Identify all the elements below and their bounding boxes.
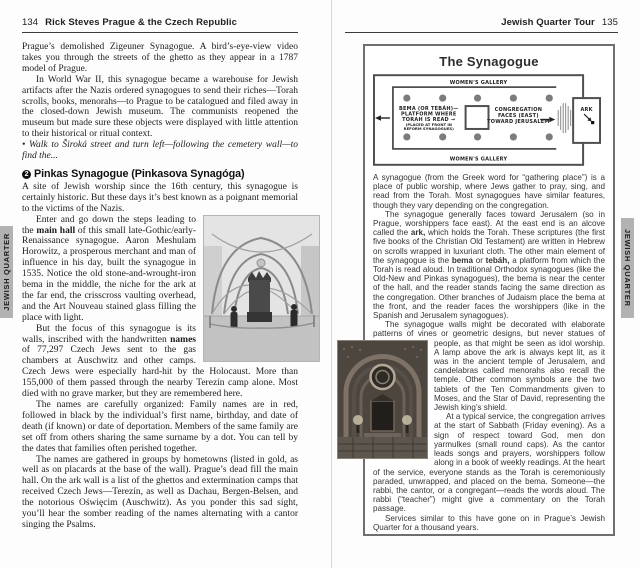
bold-tebah: tebáh, [485,255,510,265]
right-page-header [345,17,618,33]
ark-box [573,98,600,143]
sidebar-title: The Synagogue [439,54,539,69]
pinkas-interior-photo [204,216,319,361]
entrance-arrow-icon [375,115,390,120]
bema-square [466,106,489,129]
right-page-number: 135 [601,17,618,28]
pinkas-heading [22,169,298,180]
bema-label-line1: BEMA (OR TEBÁH)— [398,106,459,113]
text-run: The synagogue generally faces toward Jerusalem (so in Prague, worshippers face east). At the east end is an alcove called the [373,209,605,238]
synagogue-floorplan-diagram [373,74,605,166]
bold-bema: bema [451,255,473,265]
congregation-label-line1: CONGREGATION [494,107,543,114]
heading-text: Pinkas Synagogue (Pinkasova Synagóga) [34,167,245,180]
right-header-title: Jewish Quarter Tour [501,17,595,28]
text-run: a platform from which the Torah is read aloud. In traditional Orthodox synagogues (like the Old-New and Pinkas synagogues), the bema is near the center of the hall, and the reader stands facing the same direction as the congregation. Other branches of Judaism place the bema at the front, and the reader faces the worshippers (like in the Spanish and Jerusalem synagogues). [373,255,605,321]
page-gutter-line [331,0,332,568]
bold-names: names [170,334,196,345]
paragraph-wwii: In World War II, this synagogue became a warehouse for Jewish artifacts after the Nazis ordered synagogues to send their riches—Torah scrolls, books, menorahs—to Prague to be catalogued and filed away in the closed-down Jewish museum. The communists reopened the museum but made sure these objects were displayed with little attention to their historical or ritual context. [22,74,298,140]
paragraph-zigeuner: Prague’s demolished Zigeuner Synagogue. A bird’s-eye-view video takes you through the streets of the ghetto as they appear in a 1787 model of Prague. [22,42,298,74]
congregation-label-line3: TOWARD JERUSALEM [487,118,550,125]
left-page-body [22,42,298,531]
text-run: which holds the Torah. These scriptures (the first five books of the Christian Old Testament) are written in Hebrew on scrolls wrapped in luxuriant cloth. The other main element of the synagogue is the [373,228,605,265]
bema-label-line2: PLATFORM WHERE [401,111,457,118]
text-run: of this small late-Gothic/early-Renaissance synagogue. Aaron Meshulam Horowitz, a prosperous merchant and man of influence in his day, built the synagogue in 1535. Notice the old stone-and-wrought-iron bema in the middle, the niche for the ark at the far end, the crisscross vaulting overhead, and the Art Nouveau stained glass filling the place with light. [22,225,197,323]
sidebar-paragraph-4: At a typical service, the congregation arrives at the start of Sabbath (Friday evening). As a sign of respect toward God, men don yarmulkes (small round caps). As the cantor leads songs and prayers, worshippers follow along in a book of weekly readings. At the heart of the service, everyone stands as the Torah is ceremoniously paraded, unwrapped, and placed on the bema. Someone—the rabbi, the cantor, or a congregant—reads the words aloud. The rabbi (“teacher”) might give a commentary on the Torah passage. [373,412,605,514]
congregation-label-line2: FACES (EAST) [497,113,539,120]
bema-note-line2: REFORM SYNAGOGUES) [403,125,454,131]
womens-gallery-bottom-label: WOMEN'S GALLERY [449,156,508,163]
womens-gallery-top-label: WOMEN'S GALLERY [449,80,508,87]
sidebar-paragraph-2 [373,210,605,320]
right-tab-label: JEWISH QUARTER [623,229,632,307]
right-jewish-quarter-tab [621,218,634,318]
ark-rays [558,103,570,133]
ark-label: ARK [580,107,593,114]
text-run: or [473,255,486,265]
spanish-synagogue-photo [338,341,427,458]
text-run: The synagogue walls might be decorated with elaborate patterns of vines or geometric designs, but never statues of [373,320,605,339]
synagogue-sidebar [363,44,615,536]
paragraph-organized: The names are carefully organized: Family names are in red, followed in black by the individual’s first name, birthday, and date of death (if known) or date of deportation. Members of the same family are set off from others sharing the same surname by a dot. You can tell by the dates that families often perished together. [22,400,298,454]
sidebar-paragraph-1: A synagogue (from the Greek word for “gathering place”) is a place of public worship, where Jews gather to pray, sing, and read from the Torah. Most synagogues have similar features, though they vary depending on the congregation. [373,173,605,210]
bema-note-line1: (PLACED AT FRONT IN [405,121,452,127]
bema-label-line3: TORAH IS READ → [402,116,456,123]
sidebar-paragraph-3 [373,320,605,412]
left-tab-label: JEWISH QUARTER [2,233,11,311]
text-run: But the focus of this synagogue is its walls, inscribed with the handwritten [22,323,196,345]
left-page-header [22,17,298,33]
spanish-synagogue-photo-graphic [338,341,427,458]
text-run: Enter and go down the steps leading to the [22,214,196,236]
pinkas-photo-graphic [204,216,319,361]
left-page-number: 134 [22,17,39,28]
sidebar-paragraph-5: Services similar to this have gone on in Prague’s Jewish Quarter for a thousand years. [373,513,605,532]
bold-ark: ark, [410,228,426,238]
paragraph-hometowns: The names are gathered in groups by hometowns (listed in gold, as well as on placards at the base of the wall). Prague’s dead fill the main hall. On the ark wall is a list of the ghettos and extermination camps that received Czech Jews—Terezín, as well as Dachau, Bergen-Belsen, and the notorious Oświęcim (Auschwitz). As you ponder this sad sight, you’ll hear the somber reading of the names alternating with a cantor singing the Psalms. [22,454,298,530]
walking-direction-note: • Walk to Široká street and turn left—following the cemetery wall—to find the... [22,140,298,162]
paragraph-site: A site of Jewish worship since the 16th century, this synagogue is certainly historic. But these days it’s best known as a poignant memorial to the victims of the Nazis. [22,181,298,214]
bold-main-hall: main hall [36,225,76,236]
text-run: people, as that might be seen as idol worship. A lamp above the ark is always kept lit, as it was in the ancient temple of Jerusalem, and candelabras called menorahs also recall the temple. Other common symbols are the two tablets of the Ten Commandments given to Moses, and the Star of David, representing the Jewish king’s shield. [434,338,605,413]
sidebar-body [373,173,605,532]
left-header-title: Rick Steves Prague & the Czech Republic [45,17,238,28]
left-jewish-quarter-tab [0,226,13,318]
text-run: of 77,297 Czech Jews sent to the gas chambers at Auschwitz and other camps. Czech Jews were especially hard-hit by the Holocaust. More than 155,000 of them passed through the nearby Terezín camp alone. Most died with no grave marker, but they are remembered here. [22,345,298,400]
section-number-icon: 2 [22,170,31,179]
